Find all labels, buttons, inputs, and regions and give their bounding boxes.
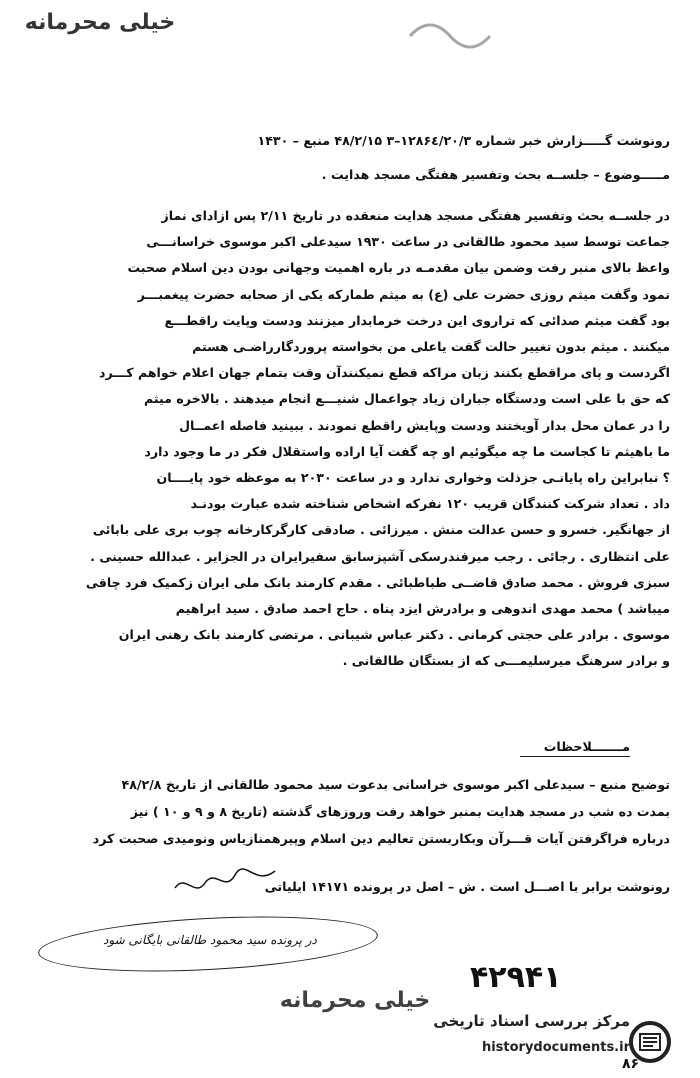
body-line: واعظ بالای منبر رفت وضمن بیان مقدمـه در باره اهمیت وجهانی بودن دین اسلام صحبت bbox=[127, 260, 670, 276]
body-line: موسوی . برادر علی حجتی کرمانی . دکتر عباس شیبانی . مرتضی کارمند بانک رهنی ایران bbox=[118, 627, 670, 643]
body-line: در جلســه بحث وتفسیر هفتگی مسجد هدایت منعقده در تاریخ ۲/۱۱ پس ازادای نماز bbox=[161, 208, 670, 223]
remarks-line: بمدت ده شب در مسجد هدایت بمنبر خواهد رفت وروزهای گذشته (تاریخ ۸ و ۹ و ۱۰ ) نیز bbox=[130, 804, 670, 819]
classification-header: خیلی محرمانه bbox=[24, 10, 176, 35]
body-line: جماعت توسط سید محمود طالقانی در ساعت ۱۹۳۰ سیدعلی اکبر موسوی خراسانـــی bbox=[146, 234, 670, 250]
body-line: داد . تعداد شرکت کنندگان قریب ۱۲۰ نفرکه اشخاص شناخته شده عبارت بودنـد bbox=[190, 496, 670, 512]
remarks-line: درباره فراگرفتن آیات قـــرآن وبکاربستن تعالیم دین اسلام وپیرهمنازیاس ونومیدی صحبت کرد bbox=[92, 831, 670, 846]
body-line: سبزی فروش . محمد صادق قاضــی طباطبائی . مقدم کارمند بانک ملی ایران زکمیک فرد چاقی bbox=[85, 574, 670, 590]
handwritten-note: در پرونده سید محمود طالقانی بایگانی شود bbox=[103, 933, 317, 947]
body-line: اگردست و پای مراقطع بکنند زبان مراکه قطع نمیکنندآن وقت بتمام جهان اعلام خواهم کـــرد bbox=[99, 365, 670, 381]
watermark-text-fa: مرکز بررسی اسناد تاریخی bbox=[433, 1012, 630, 1030]
body-line: ما باهیثم تا کجاست ما چه میگوئیم او چه گفت آیا اراده واستقلال فکر در ما وجود دارد bbox=[144, 443, 670, 459]
body-line: بود گفت میثم صدائی که تراروی این درخت خرمابدار میزنند ودست وپایت راقطـــع bbox=[164, 312, 670, 328]
body-line: از جهانگیر. خسرو و حسن عدالت منش . میرزائی . صادقی کارگرکارخانه چوب بری علی بابائی bbox=[92, 522, 670, 538]
watermark-text-en: historydocuments.ir bbox=[481, 1040, 630, 1055]
remarks-line: توضیح منبع – سیدعلی اکبر موسوی خراسانی بدعوت سید محمود طالقانی از تاریخ ۴۸/۲/۸ bbox=[121, 777, 670, 792]
footer-classification-stamp: خیلی محرمانه bbox=[279, 988, 431, 1013]
document-number: ۴۲۹۴۱ bbox=[470, 960, 562, 995]
page-number: ۸۶ bbox=[622, 1056, 640, 1072]
body-line: میکنند . میثم بدون تغییر حالت گفت یاعلی من بخواسته پروردگارراضـی هستم bbox=[192, 339, 670, 354]
body-line: ؟ نبابراین راه پایانـی جزذلت وخواری ندارد و در ساعت ۲۰۳۰ به موعظه خود پایــــان bbox=[156, 470, 670, 485]
handwritten-scribble-icon bbox=[170, 868, 280, 898]
subject-line: مـــــوضوع – جلســه بحث وتفسیر هفتگی مسجد هدایت . bbox=[321, 167, 670, 182]
classification-stamp-icon bbox=[400, 6, 600, 56]
body-line: نمود وگفت میثم روزی حضرت علی (ع) به میثم طمارکه یکی از صحابه حضرت پیغمبـــر bbox=[137, 286, 670, 302]
copy-certification-line: رونوشت برابر با اصـــل است . ش – اصل در پرونده ۱۴۱۷۱ ایلیاتی bbox=[264, 879, 670, 894]
report-line: رونوشت گـــــزارش خبر شماره ۱۲۸۶٤/۲۰/۳–۳ ۴۸/۲/۱۵ منبع – ۱۴۳۰ bbox=[257, 133, 670, 148]
remarks-underline bbox=[520, 756, 630, 757]
remarks-heading: مـــــــلاحظات bbox=[543, 739, 630, 754]
body-line: علی انتظاری . رجائی . رجب میرفندرسکی آشپزسابق سفیرایران در الجزایر . عبدالله حسینی . bbox=[90, 548, 670, 564]
body-line: و برادر سرهنگ میرسلیمـــی که از بستگان طالقانی . bbox=[342, 653, 670, 669]
body-line: که حق با علی است ودستگاه جباران زیاد چواعمال شنیـــع انجام میدهند . بالاخره میثم bbox=[143, 391, 670, 407]
body-line: را در عمان محل بدار آویختند ودست وپایش راقطع نمودند . ببینید فاصله اعمــال bbox=[179, 417, 670, 433]
body-line: میباشد ) محمد مهدی اندوهی و برادرش ایزد پناه . حاج احمد صادق . سید ابراهیم bbox=[175, 601, 670, 616]
